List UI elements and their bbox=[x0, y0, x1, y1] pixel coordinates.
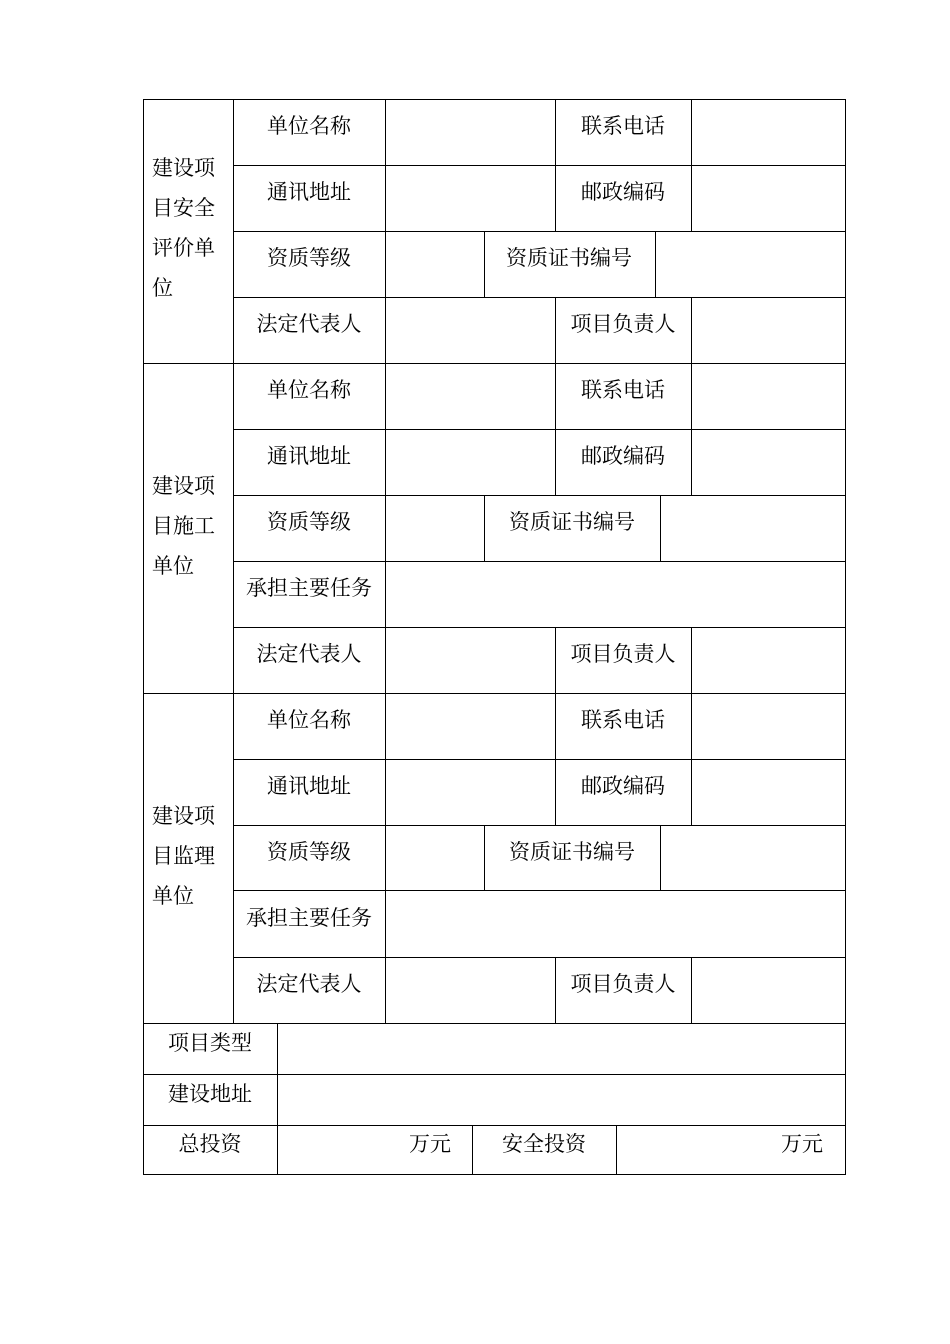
label-cert-no: 资质证书编号 bbox=[509, 840, 635, 864]
table-border-right bbox=[845, 99, 846, 1175]
col-divider bbox=[484, 231, 485, 297]
field-postcode[interactable] bbox=[692, 430, 845, 495]
label-qualification: 资质等级 bbox=[267, 840, 351, 864]
field-postcode[interactable] bbox=[692, 760, 845, 825]
table-border-left bbox=[143, 99, 144, 1175]
col-divider bbox=[484, 495, 485, 561]
label-postcode: 邮政编码 bbox=[581, 180, 665, 204]
field-qualification[interactable] bbox=[386, 232, 484, 297]
field-project-lead[interactable] bbox=[692, 298, 845, 363]
label-qualification: 资质等级 bbox=[267, 510, 351, 534]
col-divider bbox=[555, 363, 556, 495]
label-postcode: 邮政编码 bbox=[581, 774, 665, 798]
field-legal-rep[interactable] bbox=[386, 628, 555, 693]
label-address: 通讯地址 bbox=[267, 180, 351, 204]
col-divider bbox=[555, 693, 556, 825]
col-divider bbox=[555, 297, 556, 363]
col-divider bbox=[472, 1125, 473, 1175]
field-cert-no[interactable] bbox=[661, 496, 845, 561]
field-legal-rep[interactable] bbox=[386, 298, 555, 363]
unit-total-investment: 万元 bbox=[409, 1132, 451, 1156]
field-main-task[interactable] bbox=[386, 562, 845, 627]
label-main-task: 承担主要任务 bbox=[246, 906, 372, 930]
field-address[interactable] bbox=[386, 430, 555, 495]
label-project-lead: 项目负责人 bbox=[570, 972, 676, 996]
field-phone[interactable] bbox=[692, 694, 845, 759]
col-divider bbox=[484, 825, 485, 890]
label-unit-name: 单位名称 bbox=[267, 378, 351, 402]
field-unit-name[interactable] bbox=[386, 364, 555, 429]
field-phone[interactable] bbox=[692, 364, 845, 429]
label-total-investment: 总投资 bbox=[178, 1132, 242, 1156]
field-unit-name[interactable] bbox=[386, 694, 555, 759]
label-project-lead: 项目负责人 bbox=[570, 312, 676, 336]
label-project-lead: 项目负责人 bbox=[570, 642, 676, 666]
label-unit-name: 单位名称 bbox=[267, 114, 351, 138]
field-cert-no[interactable] bbox=[656, 232, 845, 297]
label-cert-no: 资质证书编号 bbox=[506, 246, 632, 270]
field-cert-no[interactable] bbox=[661, 826, 845, 890]
col-divider bbox=[555, 99, 556, 231]
col-divider bbox=[233, 99, 234, 1024]
label-phone: 联系电话 bbox=[581, 708, 665, 732]
field-unit-name[interactable] bbox=[386, 100, 555, 165]
field-address[interactable] bbox=[386, 760, 555, 825]
label-cert-no: 资质证书编号 bbox=[509, 510, 635, 534]
label-address: 通讯地址 bbox=[267, 774, 351, 798]
field-project-lead[interactable] bbox=[692, 628, 845, 693]
field-legal-rep[interactable] bbox=[386, 958, 555, 1023]
table-border-bottom bbox=[143, 1174, 846, 1175]
label-phone: 联系电话 bbox=[581, 378, 665, 402]
label-postcode: 邮政编码 bbox=[581, 444, 665, 468]
field-qualification[interactable] bbox=[386, 826, 484, 890]
label-phone: 联系电话 bbox=[581, 114, 665, 138]
section-title-construction-unit: 建设项目施工单位 bbox=[152, 474, 215, 578]
label-legal-rep: 法定代表人 bbox=[256, 312, 362, 336]
label-address: 通讯地址 bbox=[267, 444, 351, 468]
col-divider bbox=[555, 627, 556, 693]
col-divider bbox=[555, 957, 556, 1024]
field-project-lead[interactable] bbox=[692, 958, 845, 1023]
label-legal-rep: 法定代表人 bbox=[256, 642, 362, 666]
label-unit-name: 单位名称 bbox=[267, 708, 351, 732]
section-title-evaluation-unit: 建设项目安全评价单位 bbox=[152, 156, 215, 300]
label-main-task: 承担主要任务 bbox=[246, 576, 372, 600]
field-postcode[interactable] bbox=[692, 166, 845, 231]
section-title-supervision-unit: 建设项目监理单位 bbox=[152, 804, 215, 908]
field-phone[interactable] bbox=[692, 100, 845, 165]
label-qualification: 资质等级 bbox=[267, 246, 351, 270]
field-qualification[interactable] bbox=[386, 496, 484, 561]
field-project-type[interactable] bbox=[278, 1024, 845, 1074]
unit-safety-investment: 万元 bbox=[781, 1132, 823, 1156]
label-build-address: 建设地址 bbox=[168, 1082, 252, 1106]
field-address[interactable] bbox=[386, 166, 555, 231]
label-project-type: 项目类型 bbox=[168, 1031, 252, 1055]
label-legal-rep: 法定代表人 bbox=[256, 972, 362, 996]
field-build-address[interactable] bbox=[278, 1075, 845, 1125]
field-main-task[interactable] bbox=[386, 891, 845, 957]
label-safety-investment: 安全投资 bbox=[502, 1132, 586, 1156]
